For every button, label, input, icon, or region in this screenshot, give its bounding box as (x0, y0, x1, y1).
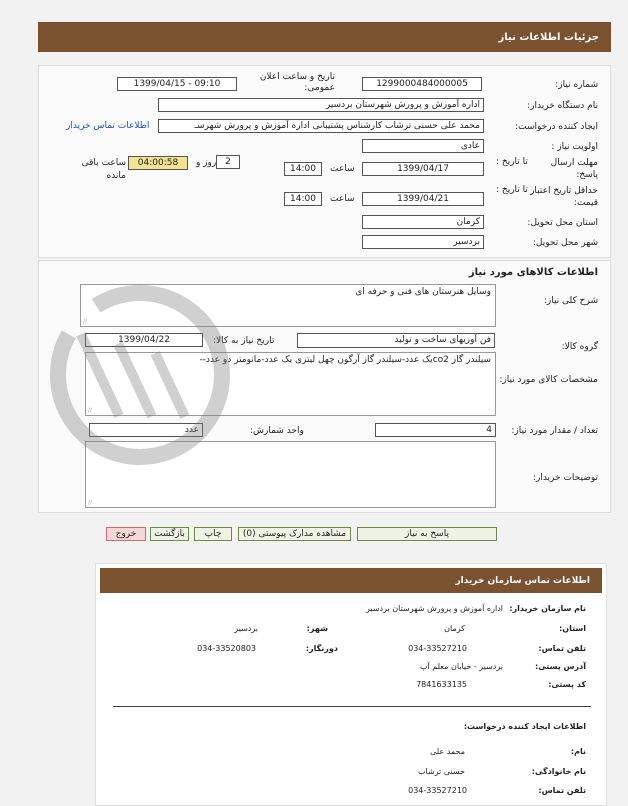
card-address-label: آدرس پستی: (535, 662, 586, 671)
creator-first-name-value: محمد علی (430, 747, 465, 756)
buyer-notes-textarea (85, 441, 496, 508)
contact-card-title: اطلاعات تماس سازمان خریدار (100, 568, 602, 593)
resize-grip-icon: // (88, 407, 93, 414)
resize-grip-icon: // (83, 318, 88, 325)
send-deadline-date-field: 1399/04/17 (362, 162, 484, 176)
org-name-label: نام سازمان خریدار: (509, 604, 586, 613)
price-until-date-label: تا تاریخ : (496, 185, 528, 195)
send-deadline-label: مهلت ارسال پاسخ: (550, 158, 598, 180)
org-name-value: اداره آموزش و پرورش شهرستان بردسیر (365, 604, 503, 613)
requester-label: ایجاد کننده درخواست: (515, 122, 598, 132)
summary-textarea (80, 284, 496, 327)
city-field: بردسیر (362, 235, 484, 249)
price-validity-time-field: 14:00 (284, 192, 322, 206)
back-button[interactable]: بازگشت (150, 527, 189, 541)
announce-datetime-field: 1399/04/15 - 09:10 (117, 77, 237, 91)
card-phone-value: 034-33527210 (408, 644, 467, 653)
exit-button[interactable]: خروج (106, 527, 146, 541)
send-until-date-label: تا تاریخ : (496, 157, 528, 167)
card-phone-label: تلفن تماس: (538, 644, 586, 653)
reply-button[interactable]: پاسخ به نیاز (357, 527, 497, 541)
priority-label: اولویت نیاز : (551, 142, 598, 152)
days-label: روز و (196, 158, 217, 168)
province-field: کرمان (362, 215, 484, 229)
summary-text: وسایل هنرستان های فنی و حرفه ای (355, 287, 491, 297)
unit-label: واحد شمارش: (250, 426, 304, 436)
creator-section-title: اطلاعات ایجاد کننده درخواست: (463, 722, 586, 731)
price-validity-label: حداقل تاریخ اعتبار قیمت: (530, 186, 598, 208)
page-title: جزئیات اطلاعات نیاز (38, 22, 611, 52)
card-fax-label: دورنگار: (305, 644, 338, 653)
announce-datetime-label: تاریخ و ساعت اعلان عمومی: (259, 72, 335, 93)
unit-field: عدد (89, 423, 203, 437)
remaining-time-field: 04:00:58 (128, 156, 188, 170)
card-city-label: شهر: (306, 624, 328, 633)
need-number-field: 1299000484000005 (362, 77, 482, 91)
card-postal-label: کد پستی: (548, 680, 586, 689)
priority-field: عادی (362, 139, 484, 153)
creator-first-name-label: نام: (570, 747, 586, 756)
attachments-button[interactable]: مشاهده مدارک پیوستی (0) (238, 527, 351, 541)
price-time-label: ساعت (330, 194, 355, 204)
card-fax-value: 034-33520803 (197, 644, 256, 653)
goods-section-title: اطلاعات کالاهای مورد نیاز (468, 267, 598, 278)
goods-group-label: گروه کالا: (561, 342, 598, 352)
resize-grip-icon: // (88, 499, 93, 506)
specs-text: سیلندر گاز co2یک عدد-سیلندر گاز آرگون چهل لیتری یک عدد-مانومتر دو عدد-- (199, 355, 491, 365)
need-date-field: 1399/04/22 (85, 333, 203, 347)
card-divider (113, 706, 591, 707)
summary-label: شرح کلی نیاز: (543, 296, 598, 306)
card-province-value: کرمان (444, 624, 465, 633)
province-label: استان محل تحویل: (527, 218, 598, 228)
creator-last-name-value: حسنی ترشاب (417, 767, 465, 776)
qty-field: 4 (375, 423, 496, 437)
creator-phone-value: 034-33527210 (408, 786, 467, 795)
buyer-contact-link[interactable]: اطلاعات تماس خریدار (66, 121, 150, 131)
card-province-label: استان: (559, 624, 586, 633)
need-number-label: شماره نیاز: (555, 80, 598, 90)
print-button[interactable]: چاپ (194, 527, 232, 541)
card-address-value: بردسیر - خیابان معلم آپ (420, 662, 503, 671)
send-time-label: ساعت (330, 164, 355, 174)
specs-label: مشخصات کالای مورد نیاز: (499, 375, 598, 385)
buyer-contact-card (95, 563, 607, 806)
remaining-label-text: ساعت باقی مانده (81, 158, 126, 181)
creator-last-name-label: نام خانوادگی: (531, 767, 586, 776)
price-validity-date-field: 1399/04/21 (362, 192, 484, 206)
requester-field: محمد علی حسنی ترشاب کارشناس پشتیبانی اداره آموزش و پرورش شهرسـ (158, 119, 484, 133)
send-deadline-time-field: 14:00 (284, 162, 322, 176)
days-remaining-field: 2 (216, 155, 240, 169)
creator-phone-label: تلفن تماس: (538, 786, 586, 795)
qty-label: تعداد / مقدار مورد نیاز: (511, 426, 598, 436)
buyer-notes-label: توضیحات خریدار: (532, 473, 598, 483)
need-date-label: تاریخ نیاز به کالا: (213, 336, 275, 346)
buyer-org-label: نام دستگاه خریدار: (527, 101, 598, 111)
card-city-value: بردسیر (234, 624, 258, 633)
goods-group-field: فن آوریهای ساخت و تولید (297, 333, 495, 348)
card-postal-value: 7841633135 (416, 680, 467, 689)
buyer-org-field: اداره آموزش و پرورش شهرستان بردسیر (158, 98, 484, 112)
city-label: شهر محل تحویل: (532, 238, 598, 248)
specs-textarea (85, 352, 496, 416)
